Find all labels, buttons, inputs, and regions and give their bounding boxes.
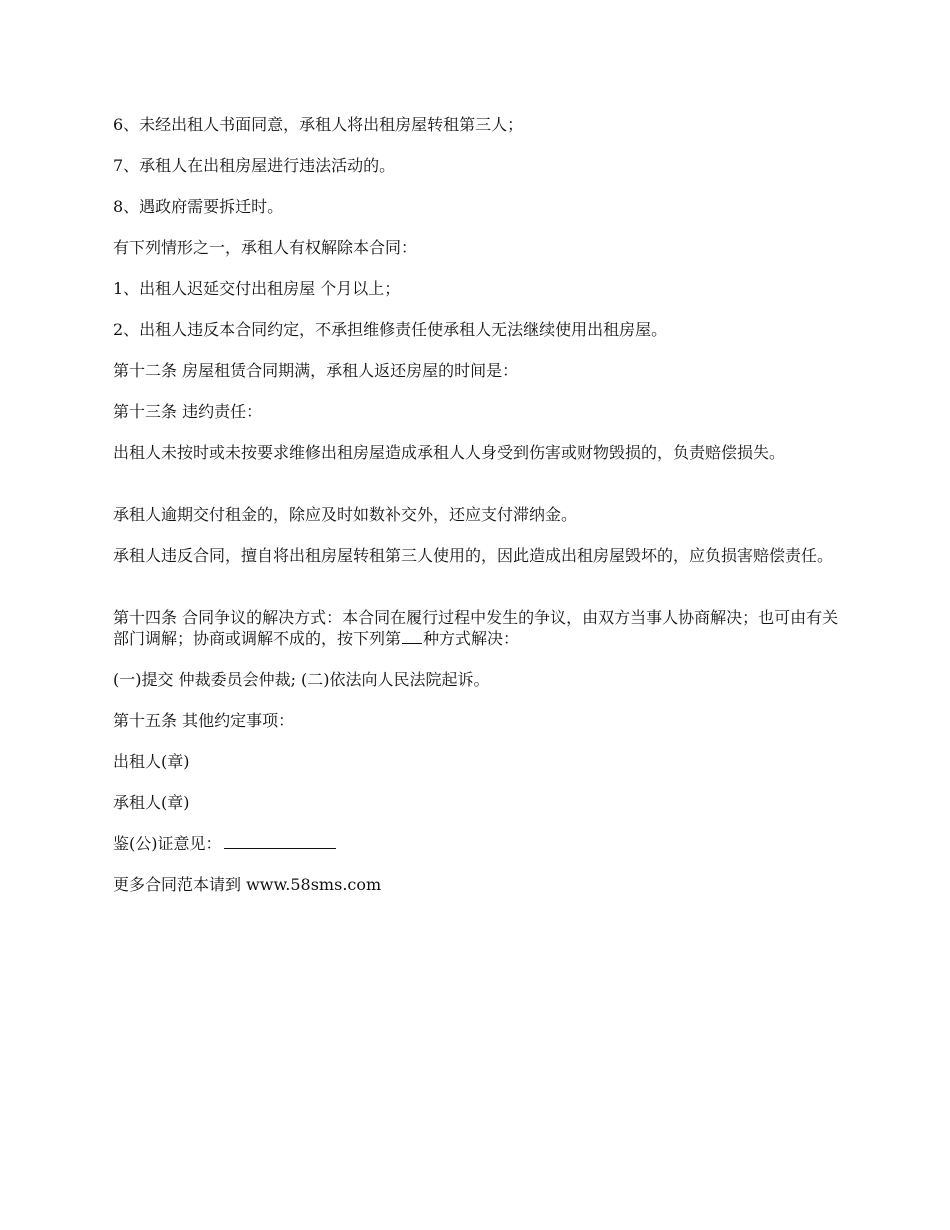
dispute-options: (一)提交 仲裁委员会仲裁; (二)依法向人民法院起诉。	[113, 670, 490, 689]
notary-opinion	[113, 833, 843, 854]
article-14	[113, 607, 843, 649]
lessee-termination-item-2: 2、出租人违反本合同约定，不承担维修责任使承租人无法继续使用出租房屋。	[113, 320, 668, 339]
clause-item-8: 8、遇政府需要拆迁时。	[113, 197, 284, 216]
lessee-seal-label: 承租人(章)	[113, 793, 190, 812]
article-12: 第十二条 房屋租赁合同期满，承租人返还房屋的时间是：	[113, 361, 519, 380]
article-15: 第十五条 其他约定事项：	[113, 711, 295, 730]
lessee-termination-item-1: 1、出租人迟延交付出租房屋 个月以上；	[113, 279, 401, 298]
liability-lessor-repair: 出租人未按时或未按要求维修出租房屋造成承租人人身受到伤害或财物毁损的，负责赔偿损失。	[113, 443, 786, 462]
article-14-text-after: 种方式解决：	[423, 629, 520, 648]
lessor-seal-label: 出租人(章)	[113, 752, 190, 771]
notary-opinion-label: 鉴(公)证意见：	[113, 834, 222, 853]
liability-late-rent: 承租人逾期交付租金的，除应及时如数补交外，还应支付滞纳金。	[113, 505, 578, 524]
notary-opinion-blank	[224, 833, 336, 849]
lessee-termination-heading: 有下列情形之一，承租人有权解除本合同：	[113, 238, 418, 257]
liability-sublease: 承租人违反合同，擅自将出租房屋转租第三人使用的，因此造成出租房屋毁坏的，应负损害赔偿责任。	[113, 546, 834, 565]
document-body	[113, 114, 843, 915]
article-14-text-before: 第十四条 合同争议的解决方式：本合同在履行过程中发生的争议，由双方当事人协商解决；也可由有关部门调解；协商或调解不成的，按下列第	[113, 608, 839, 648]
clause-item-7: 7、承租人在出租房屋进行违法活动的。	[113, 156, 396, 175]
article-13-heading: 第十三条 违约责任：	[113, 402, 263, 421]
more-templates-note: 更多合同范本请到 www.58sms.com	[113, 875, 382, 894]
option-number-blank	[402, 628, 422, 644]
clause-item-6: 6、未经出租人书面同意，承租人将出租房屋转租第三人；	[113, 115, 524, 134]
